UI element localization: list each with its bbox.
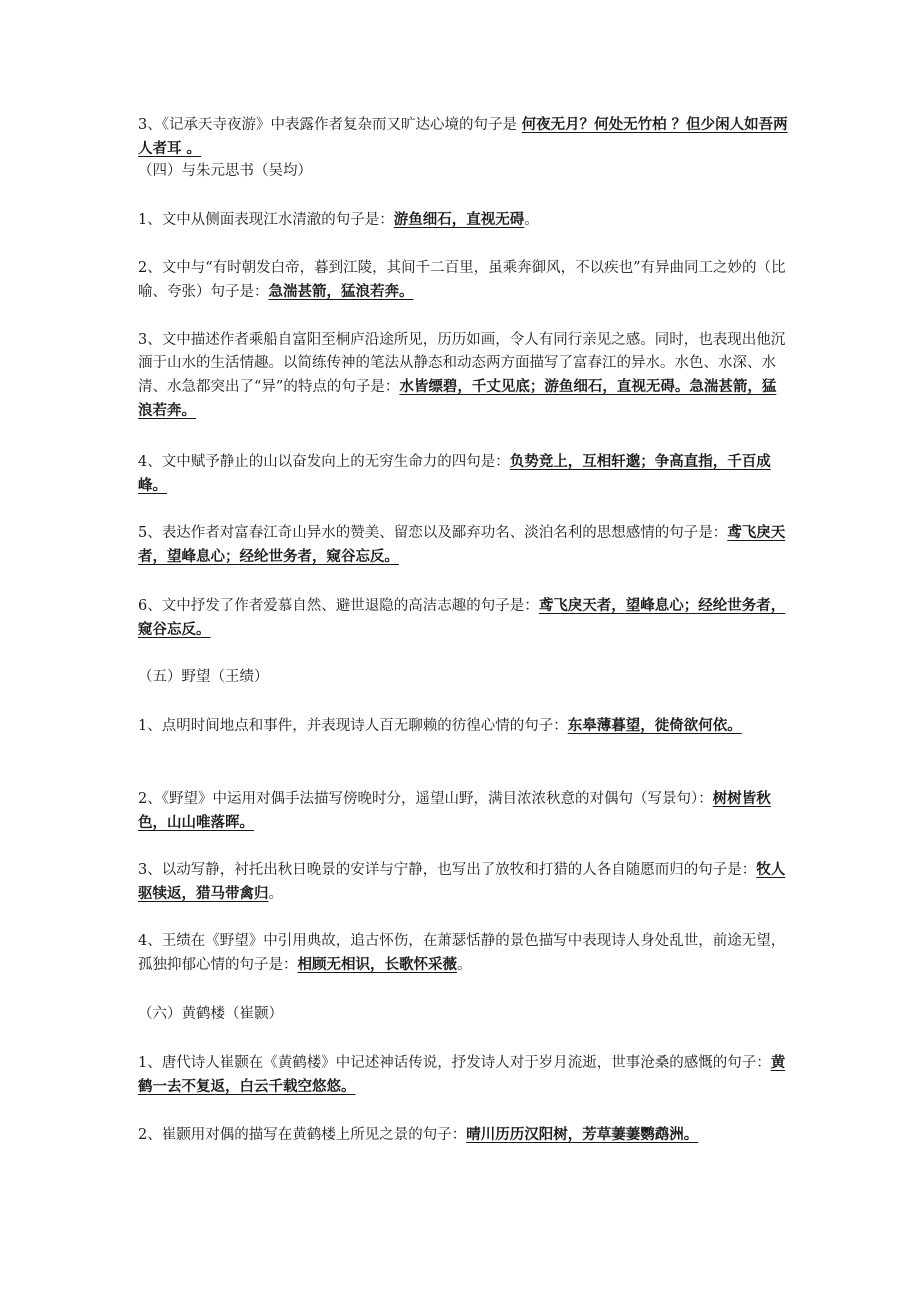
answer-text: 相顾无相识，长歌怀采薇 [297,956,457,973]
heading-text: （五）野望（王绩） [138,669,269,685]
answer-text: 急湍甚箭，猛浪若奔。 [268,283,414,300]
question-text: 3、文中描述作者乘船自富阳至桐庐沿途所见，历历如画，令人有同行亲见之感。同时，也表现出他沉湎于山水的生活情趣。以简练传神的笔法从静态和动态两方面描写了富春江的异水。水色、水深、水清、水急都突出了“异”的特点的句子是： [138,332,786,395]
paragraph [138,257,788,304]
paragraph [138,714,788,738]
answer-text: 何夜无月？何处无竹柏 ？但少闲人如吾两人者耳 。 [138,116,788,157]
paragraph [138,208,788,232]
answer-text: 黄鹤一去不复返，白云千载空悠悠。 [138,1054,786,1095]
answer-text: 牧人驱犊返，猎马带禽归 [138,861,786,902]
paragraph [138,594,788,642]
answer-text: 水皆缥碧，千丈见底；游鱼细石，直视无碍。急湍甚箭，猛浪若奔。 [138,378,777,419]
question-text: 6、文中抒发了作者爱慕自然、避世退隐的高洁志趣的句子是： [138,598,539,614]
trailing-text: 。 [268,886,283,902]
paragraph [138,930,788,977]
paragraph [138,329,788,423]
section-heading [138,666,788,689]
heading-text: （四）与朱元思书（吴均） [138,163,312,179]
section-heading [138,160,788,183]
paragraph [138,1051,788,1099]
answer-text: 鸢飞戾天者，望峰息心；经纶世务者，窥谷忘反。 [138,597,786,638]
answer-text: 东皋薄暮望，徙倚欲何依。 [567,717,742,734]
paragraph [138,450,788,498]
paragraph [138,113,788,161]
section-heading [138,1003,788,1026]
question-text: 3、《记承天寺夜游》中表露作者复杂而又旷达心境的句子是 [138,117,522,133]
trailing-text: 。 [457,957,472,973]
answer-text: 游鱼细石，直视无碍 [393,211,525,228]
answer-text: 负势竞上，互相轩邈；争高直指，千百成峰。 [138,453,771,494]
question-text: 3、以动写静，衬托出秋日晚景的安详与宁静，也写出了放牧和打猎的人各自随愿而归的句子是： [138,862,757,878]
question-text: 1、点明时间地点和事件，并表现诗人百无聊赖的彷徨心情的句子： [138,718,568,734]
paragraph [138,787,788,835]
question-text: 2、文中与“有时朝发白帝，暮到江陵，其间千二百里，虽乘奔御风，不以疾也”有异曲同工之妙的（比喻、夸张）句子是： [138,260,786,300]
answer-text: 晴川历历汉阳树，芳草萋萋鹦鹉洲。 [466,1126,699,1143]
question-text: 4、文中赋予静止的山以奋发向上的无穷生命力的四句是： [138,454,510,470]
paragraph [138,521,788,569]
question-text: 1、文中从侧面表现江水清澈的句子是： [138,212,394,228]
paragraph [138,858,788,906]
question-text: 2、崔颢用对偶的描写在黄鹤楼上所见之景的句子： [138,1127,467,1143]
heading-text: （六）黄鹤楼（崔颢） [138,1006,283,1022]
answer-text: 鸢飞戾天者，望峰息心；经纶世务者，窥谷忘反。 [138,524,786,565]
question-text: 1、唐代诗人崔颢在《黄鹤楼》中记述神话传说，抒发诗人对于岁月流逝，世事沧桑的感慨的句子： [138,1055,771,1071]
question-text: 2、《野望》中运用对偶手法描写傍晚时分，遥望山野，满目浓浓秋意的对偶句（写景句）： [138,791,713,807]
answer-text: 树树皆秋色，山山唯落晖。 [138,790,771,831]
trailing-text: 。 [524,212,539,228]
paragraph [138,1123,788,1147]
question-text: 5、表达作者对富春江奇山异水的赞美、留恋以及鄙弃功名、淡泊名利的思想感情的句子是： [138,525,728,541]
question-text: 4、王绩在《野望》中引用典故，追古怀伤，在萧瑟恬静的景色描写中表现诗人身处乱世，前途无望，孤独抑郁心情的句子是： [138,933,786,973]
